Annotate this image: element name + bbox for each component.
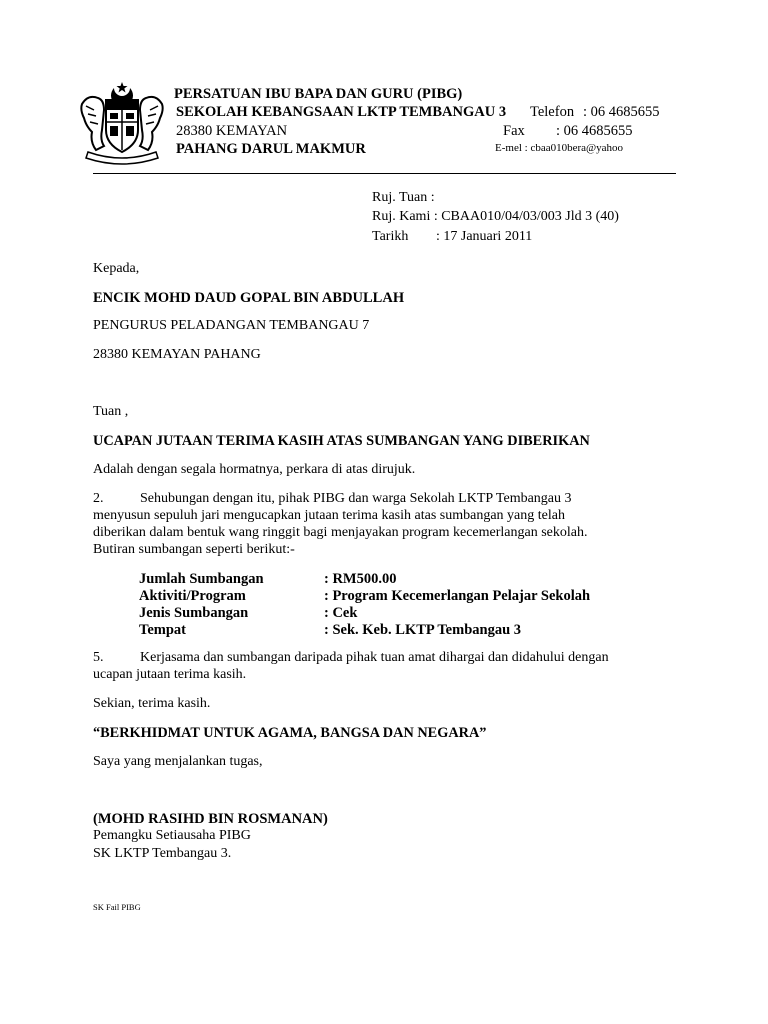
phone-value: : 06 4685655 [583,104,660,120]
salutation: Tuan , [93,404,129,419]
motto: “BERKHIDMAT UNTUK AGAMA, BANGSA DAN NEGARA” [93,725,487,741]
recipient-name: ENCIK MOHD DAUD GOPAL BIN ABDULLAH [93,290,405,306]
header-rule [93,173,676,174]
coat-of-arms-icon [74,80,170,166]
para5-line: Kerjasama dan sumbangan daripada pihak tuan amat dihargai dan didahului dengan [140,650,609,665]
email-line [495,142,623,154]
letterhead-state: PAHANG DARUL MAKMUR [176,141,366,157]
opening-line: Adalah dengan segala hormatnya, perkara di atas dirujuk. [93,462,416,477]
signatory-org: SK LKTP Tembangau 3. [93,846,232,861]
detail-value: : Program Kecemerlangan Pelajar Sekolah [324,588,591,604]
para2-line: diberikan dalam bentuk wang ringgit bagi menjayakan program kecemerlangan sekolah. [93,525,588,540]
ruj-tuan: Ruj. Tuan : [372,190,435,205]
signatory-name: (MOHD RASIHD BIN ROSMANAN) [93,811,328,827]
detail-label: Aktiviti/Program [139,588,246,604]
para5-line: ucapan jutaan terima kasih. [93,667,247,682]
letterhead-org-name: PERSATUAN IBU BAPA DAN GURU (PIBG) [174,86,463,102]
letterhead-school-name: SEKOLAH KEBANGSAAN LKTP TEMBANGAU 3 [176,104,507,120]
ruj-kami: Ruj. Kami : CBAA010/04/03/003 Jld 3 (40) [372,209,619,224]
fax-label: Fax [503,123,525,139]
subject: UCAPAN JUTAAN TERIMA KASIH ATAS SUMBANGAN YANG DIBERIKAN [93,433,590,449]
detail-label: Jumlah Sumbangan [139,571,264,587]
fax-value: : 06 4685655 [556,123,633,139]
detail-value: : Cek [324,605,358,621]
detail-value: : RM500.00 [324,571,397,587]
recipient-position: PENGURUS PELADANGAN TEMBANGAU 7 [93,318,370,333]
signatory-title: Pemangku Setiausaha PIBG [93,828,251,843]
email-value: : cbaa010bera@yahoo [524,142,624,154]
letterhead-postcode: 28380 KEMAYAN [176,123,288,139]
para2-line: menyusun sepuluh jari mengucapkan jutaan terima kasih atas sumbangan yang telah [93,508,565,523]
para5-number: 5. [93,650,104,665]
signoff: Saya yang menjalankan tugas, [93,754,263,769]
tarikh-label: Tarikh [372,229,409,244]
para2-line: Sehubungan dengan itu, pihak PIBG dan warga Sekolah LKTP Tembangau 3 [140,491,572,506]
closing: Sekian, terima kasih. [93,696,211,711]
kepada: Kepada, [93,261,140,276]
email-label: E-mel [495,142,522,154]
para2-number: 2. [93,491,104,506]
para2-line: Butiran sumbangan seperti berikut:- [93,542,295,557]
footer-note: SK Fail PIBG [93,902,141,912]
recipient-address: 28380 KEMAYAN PAHANG [93,347,261,362]
phone-label: Telefon [530,104,575,120]
detail-label: Jenis Sumbangan [139,605,249,621]
detail-label: Tempat [139,622,186,638]
detail-value: : Sek. Keb. LKTP Tembangau 3 [324,622,522,638]
tarikh-value: : 17 Januari 2011 [436,229,533,244]
